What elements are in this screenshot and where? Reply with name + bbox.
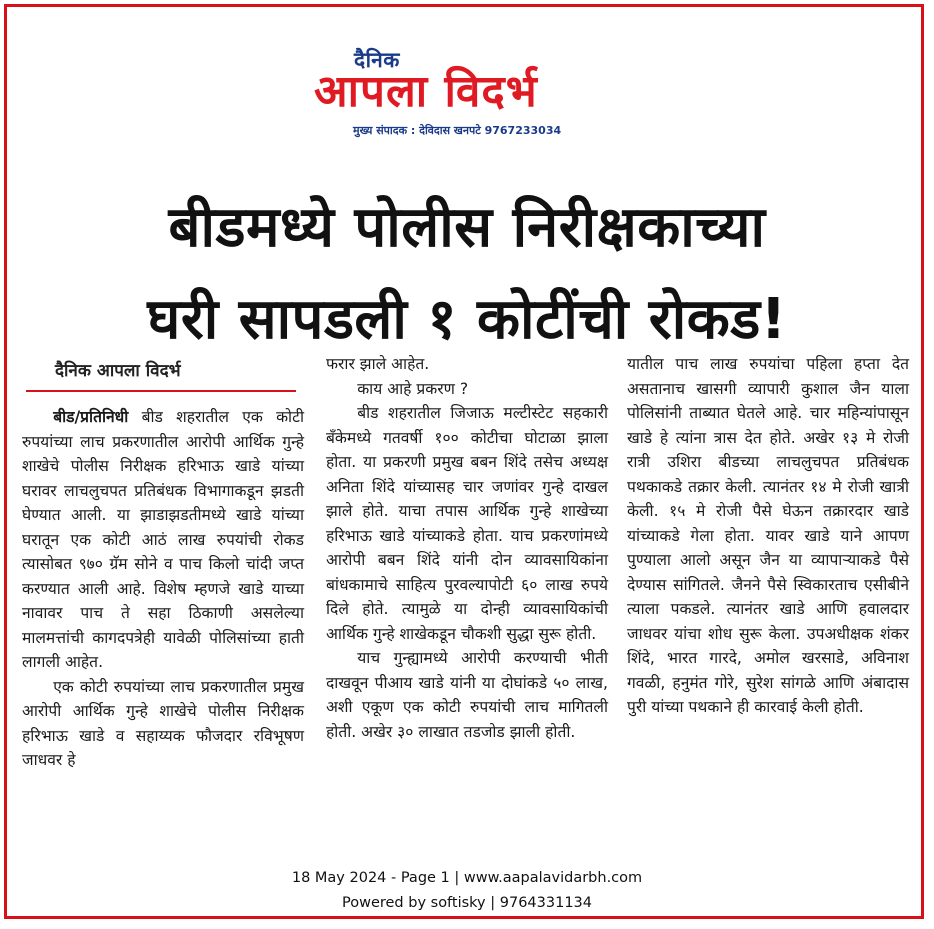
article-paragraph-4: याच गुन्ह्यामध्ये आरोपी करण्याची भीती दाखवून पीआय खाडे यांनी या दोघांकडे ५० लाख, अशी एकूण एक कोटी रुपयांची लाच मागितली होती. अखेर ३० लाखात तडजोड झाली होती. [326,649,608,741]
footer-date-page-url: 18 May 2024 - Page 1 | www.aapalavidarbh.com [291,870,643,886]
article-column-3 [627,352,909,720]
byline: दैनिक आपला विदर्भ [55,361,181,381]
footer [0,866,934,916]
article-paragraph-2: एक कोटी रुपयांच्या लाच प्रकरणातील प्रमुख आरोपी आर्थिक गुन्हे शाखेचे पोलीस निरीक्षक हरिभाऊ खाडे व सहाय्यक फौजदार रविभूषण जाधवर हे [22,677,304,769]
article-paragraph-1 [22,405,304,675]
headline-line-2: घरी सापडली १ कोटींची रोकड! [147,287,787,352]
article-paragraph-5: यातील पाच लाख रुपयांचा पहिला हप्ता देत असतानाच खासगी व्यापारी कुशाल जैन याला पोलिसांनी ताब्यात घेतले आहे. चार महिन्यांपासून खाडे हे त्यांना त्रास देत होते. अखेर १३ मे रोजी रात्री उशिरा बीडच्या लाचलुचपत प्रतिबंधक पथकाकडे तक्रार केली. त्यानंतर १४ मे रोजी खात्री केली. १५ मे रोजी पैसे घेऊन तक्रारदार खाडे यांच्याकडे गेला होता. यावर खाडे याने आपण पुण्याला आलो असून जैन या व्यापाऱ्याकडे पैसे देण्यास सांगितले. जैनने पैसे स्विकारताच एसीबीने त्याला पकडले. त्यानंतर खाडे आणि हवालदार जाधवर यांचा शोध सुरू केला. उपअधीक्षक शंकर शिंदे, भारत गारदे, अमोल खरसाडे, अविनाश गवळी, हनुमंत गोरे, सुरेश सांगळे आणि अंबादास पुरी यांच्या पथकाने ही कारवाई केली होती. [627,355,909,716]
article-dateline: बीड/प्रतिनिधी [53,408,129,426]
footer-powered-by: Powered by softisky | 9764331134 [341,895,592,911]
masthead-editor: मुख्य संपादक : देविदास खनपटे 9767233034 [353,124,562,137]
masthead-logo-title: आपला विदर्भ [314,66,538,117]
article-column-1 [22,405,304,773]
article-subhead: काय आहे प्रकरण ? [357,379,469,398]
masthead [0,40,934,140]
article-paragraph-1-text: बीड शहरातील एक कोटी रुपयांच्या लाच प्रकरणातील आरोपी आर्थिक गुन्हे शाखेचे पोलीस निरीक्षक हरिभाऊ खाडे यांच्या घरावर लाचलुचपत प्रतिबंधक विभागाकडून झडती घेण्यात आली. या झाडाझडतीमध्ये खाडे यांच्या घरातून एक कोटी आठं लाख रुपयांची रोकड त्यासोबत ९७० ग्रॅम सोने व पाच किलो चांदी जप्त करण्यात आली आहे. विशेष म्हणजे खाडे याच्या नावावर पाच ते सहा ठिकाणी असलेल्या मालमत्तांची कागदपत्रेही यावेळी पोलिसांच्या हाती लागली आहेत. [22,408,304,671]
headline-line-1: बीडमध्ये पोलीस निरीक्षकाच्या [168,195,766,260]
headline [0,182,934,366]
masthead-small-title: दैनिक [354,48,400,72]
article-paragraph-2-continued: फरार झाले आहेत. [326,355,430,373]
article-paragraph-3: बीड शहरातील जिजाऊ मल्टीस्टेट सहकारी बँकेमध्ये गतवर्षी १०० कोटीचा घोटाळा झाला होता. या प्रकरणी प्रमुख बबन शिंदे तसेच अध्यक्ष अनिता शिंदे यांच्यासह चार जणांवर गुन्हे दाखल झाले होते. याचा तपास आर्थिक गुन्हे शाखेच्या हरिभाऊ खाडे यांच्याकडे होता. याच प्रकरणांमध्ये आरोपी बबन शिंदे यांनी दोन व्यावसायिकांना बांधकामाचे साहित्य पुरवल्यापोटी ६० लाख रुपये दिले होते. त्यामुळे या दोन्ही व्यावसायिकांची आर्थिक गुन्हे शाखेकडून चौकशी सुद्धा सुरू होती. [326,404,608,643]
byline-rule [26,390,296,392]
article-column-2 [326,352,608,744]
